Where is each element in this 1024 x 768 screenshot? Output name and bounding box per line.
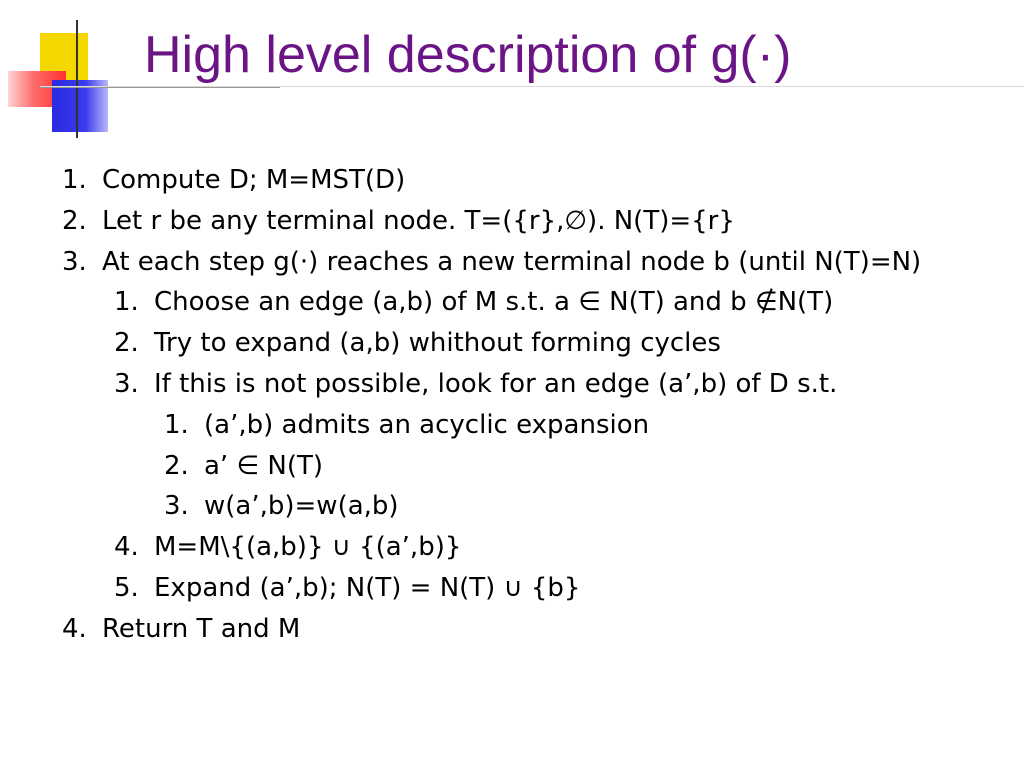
item-number: 4. xyxy=(114,532,139,563)
item-number: 1. xyxy=(164,409,189,440)
decorative-vertical-line xyxy=(76,20,78,138)
item-text: M=M\{(a,b)} ∪ {(a’,b)} xyxy=(154,532,462,563)
item-number: 3. xyxy=(62,246,87,277)
item-number: 1. xyxy=(62,165,87,195)
list-item xyxy=(62,201,1002,242)
item-text: At each step g(·) reaches a new terminal node b (until N(T)=N) xyxy=(102,246,922,277)
item-number: 3. xyxy=(164,491,189,522)
list-item xyxy=(62,609,1002,650)
item-number: 5. xyxy=(114,572,139,603)
item-number: 2. xyxy=(164,450,189,481)
list-item xyxy=(62,242,1002,283)
item-text: (a’,b) admits an acyclic expansion xyxy=(204,409,650,440)
item-text: Let r be any terminal node. T=({r},∅). N(T)={r} xyxy=(102,205,735,236)
list-item xyxy=(62,446,1002,487)
item-text: If this is not possible, look for an edge (a’,b) of D s.t. xyxy=(154,368,838,399)
item-text: Choose an edge (a,b) of M s.t. a ∈ N(T) and b ∉N(T) xyxy=(154,287,834,318)
item-number: 2. xyxy=(114,328,139,359)
item-number: 3. xyxy=(114,368,139,399)
list-item xyxy=(62,527,1002,568)
list-item xyxy=(62,486,1002,527)
list-item xyxy=(62,364,1002,405)
item-number: 1. xyxy=(114,287,139,318)
list-item xyxy=(62,568,1002,609)
list-item xyxy=(62,323,1002,364)
slide-title: High level description of g(·) xyxy=(144,26,792,84)
item-text: Return T and M xyxy=(102,613,301,644)
list-item xyxy=(62,405,1002,446)
item-text: Compute D; M=MST(D) xyxy=(102,165,406,195)
item-text: w(a’,b)=w(a,b) xyxy=(204,491,399,522)
item-text: Expand (a’,b); N(T) = N(T) ∪ {b} xyxy=(154,572,581,603)
item-text: Try to expand (a,b) whithout forming cycles xyxy=(154,328,721,359)
item-number: 2. xyxy=(62,205,87,236)
list-item xyxy=(62,160,1002,201)
title-underline-accent xyxy=(40,87,280,88)
list-item xyxy=(62,282,1002,323)
step-list xyxy=(62,160,1002,650)
item-text: a’ ∈ N(T) xyxy=(204,450,323,481)
item-number: 4. xyxy=(62,613,87,644)
